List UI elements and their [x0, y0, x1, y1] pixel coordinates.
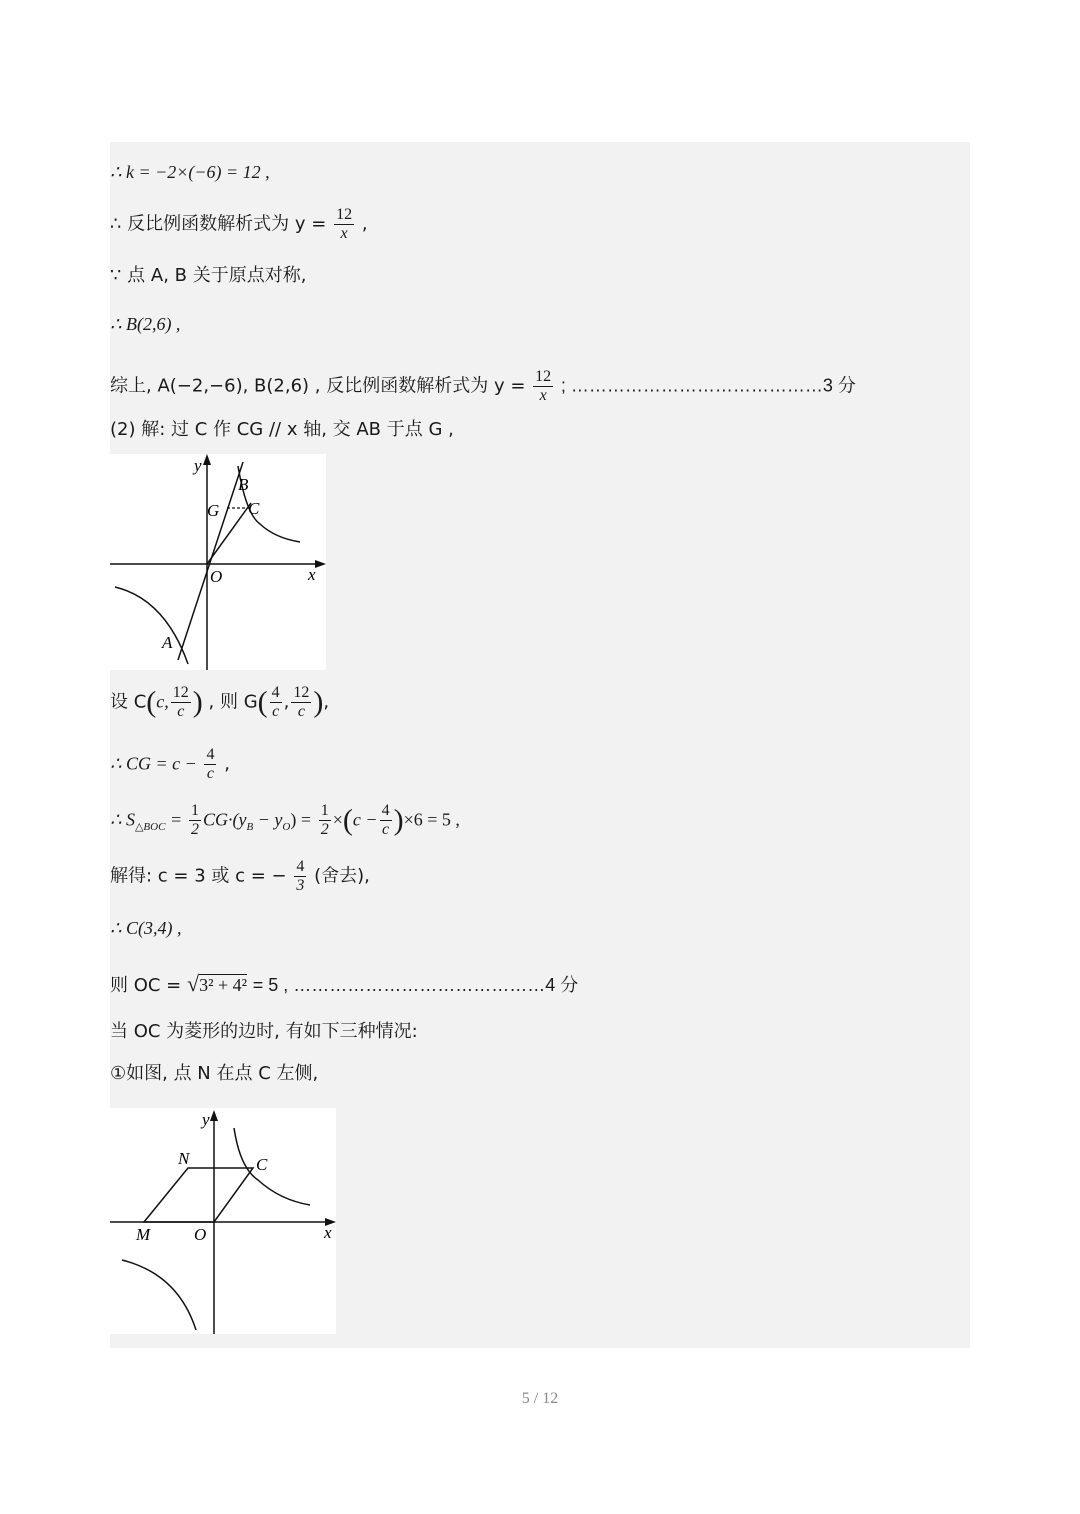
label-y: y [194, 456, 202, 475]
text-line-point-b [110, 312, 180, 337]
label-y: y [202, 1110, 210, 1129]
sqrt-icon: √ [187, 971, 200, 996]
fraction-4-over-c [270, 684, 282, 721]
punctuation: , [361, 213, 368, 235]
fraction-1-over-2 [319, 802, 331, 839]
text-line-rhombus-cases [110, 1020, 418, 1044]
text-line-area [110, 802, 460, 839]
numerator: 12 [336, 206, 353, 223]
text-line-part2 [110, 418, 454, 442]
times: × [332, 809, 343, 830]
text-line-symmetry [110, 264, 306, 288]
right-paren: ) [192, 685, 203, 719]
fraction-1-over-2 [189, 802, 201, 839]
subscript-o: O [282, 821, 291, 834]
area-subscript: △BOC [134, 821, 166, 834]
numerator: 4 [271, 684, 280, 701]
discard-note: (舍去), [314, 865, 370, 887]
numerator: 1 [191, 802, 200, 819]
subscript-b: B [246, 821, 254, 834]
part2-solution-text: (2) 解: 过 C 作 CG // x 轴, 交 AB 于点 G , [110, 419, 454, 440]
left-paren: ( [257, 685, 268, 719]
label-n: N [178, 1149, 190, 1168]
text-line-point-c [110, 916, 181, 941]
denominator: x [340, 225, 348, 242]
denominator: c [272, 703, 280, 720]
denominator: 2 [191, 821, 200, 838]
text-line-case1 [110, 1062, 318, 1086]
label-c: C [256, 1155, 268, 1174]
label-o: O [210, 567, 223, 586]
fraction-4-over-3 [294, 858, 306, 895]
then-g-text: , 则 G [208, 691, 258, 713]
denominator: c [206, 765, 215, 782]
document-page [110, 142, 970, 1348]
text-line-inverse-function [110, 206, 368, 243]
numerator: 4 [296, 858, 305, 875]
figure-hyperbola-line-ab [110, 454, 326, 670]
numerator: 12 [535, 368, 552, 385]
right-paren: ) [393, 803, 404, 837]
text-line-summary [110, 368, 856, 405]
left-paren: ( [146, 685, 157, 719]
text-line-cg [110, 746, 230, 783]
fraction-4-over-c [204, 746, 216, 783]
numerator: 12 [293, 684, 310, 701]
text-line-solve [110, 858, 370, 895]
score-marker-3: ; ……………………………………3 分 [560, 375, 856, 396]
denominator: c [297, 703, 305, 720]
text-line-oc-length [110, 972, 578, 998]
area-symbol: ∴ S [110, 809, 135, 830]
label-x: x [308, 565, 316, 584]
numerator: 12 [172, 684, 189, 701]
figure-rhombus-case1 [110, 1108, 336, 1334]
label-a: A [162, 633, 173, 652]
page-number: 5 / 12 [521, 1390, 559, 1407]
point-b-text: ∴ B(2,6) , [110, 314, 181, 334]
radicand: 3² + 4² [199, 975, 248, 995]
label-x: x [324, 1223, 332, 1242]
denominator: 2 [320, 821, 329, 838]
numerator: 1 [320, 802, 329, 819]
right-paren: ) [313, 685, 324, 719]
numerator: 4 [381, 802, 390, 819]
denominator: 3 [296, 877, 305, 894]
point-c-text: ∴ C(3,4) , [110, 918, 182, 938]
c-coordinate: c, [156, 691, 169, 712]
label-m: M [136, 1225, 151, 1244]
score-marker-4: = 5 , ……………………………………4 分 [252, 975, 579, 995]
c-minus: c − [352, 809, 378, 830]
summary-text: 综上, A(−2,−6), B(2,6) , 反比例函数解析式为 y = [110, 375, 526, 397]
case1-text: ①如图, 点 N 在点 C 左侧, [110, 1063, 319, 1084]
punctuation: , [323, 691, 330, 713]
figure-background [110, 454, 326, 670]
label-b: B [238, 475, 249, 494]
fraction-12-over-x [533, 368, 553, 405]
cg-times-height: CG·(y [203, 809, 247, 830]
solve-text: 解得: c = 3 或 c = − [110, 865, 287, 887]
oc-length-text: 则 OC = [110, 975, 182, 996]
label-g: G [207, 501, 220, 520]
punctuation: , [224, 753, 230, 775]
inverse-function-text: ∴ 反比例函数解析式为 y = [110, 213, 327, 235]
fraction-12-over-c [171, 684, 191, 721]
k-value-equation: ∴ k = −2×(−6) = 12 , [110, 162, 270, 182]
text-line-set-c [110, 684, 329, 721]
cg-equation: ∴ CG = c − [110, 753, 197, 774]
text-line-k-value [110, 160, 270, 185]
symmetry-text: ∵ 点 A, B 关于原点对称, [110, 265, 307, 286]
numerator: 4 [206, 746, 215, 763]
denominator: c [382, 821, 390, 838]
minus-y: − y [253, 809, 283, 830]
label-o: O [194, 1225, 207, 1244]
equals: = [171, 809, 182, 830]
rhombus-cases-text: 当 OC 为菱形的边时, 有如下三种情况: [110, 1021, 418, 1042]
fraction-4-over-c [380, 802, 392, 839]
fraction-12-over-x [334, 206, 354, 243]
area-result: ×6 = 5 , [403, 809, 460, 830]
set-c-text: 设 C [110, 691, 147, 713]
left-paren: ( [342, 803, 353, 837]
denominator: c [177, 703, 185, 720]
fraction-12-over-c [291, 684, 311, 721]
comma: , [283, 691, 290, 713]
denominator: x [539, 387, 547, 404]
close-equals: ) = [290, 809, 312, 830]
label-c: C [248, 499, 260, 518]
